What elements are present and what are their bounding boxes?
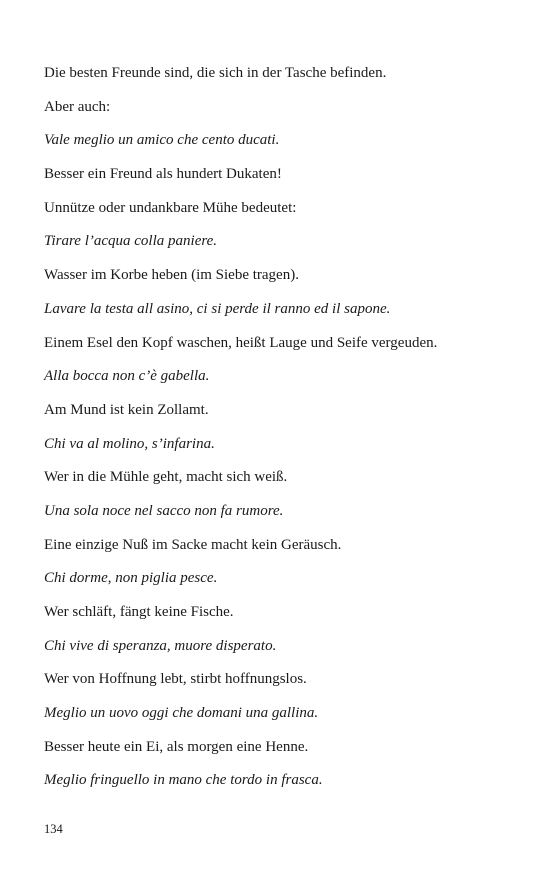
proverb-line: Eine einzige Nuß im Sacke macht kein Geräusch.	[44, 536, 342, 553]
proverb-line: Die besten Freunde sind, die sich in der Tasche befinden.	[44, 65, 387, 81]
proverb-line: Am Mund ist kein Zollamt.	[44, 401, 209, 418]
proverb-line: Besser ein Freund als hundert Dukaten!	[44, 166, 282, 183]
proverb-line: Wer schläft, fängt keine Fische.	[44, 604, 234, 620]
proverb-line: Wer in die Mühle geht, macht sich weiß.	[44, 469, 288, 486]
page-number: 134	[44, 822, 63, 836]
proverb-line: Meglio un uovo oggi che domani una gallina.	[44, 705, 319, 722]
proverb-line: Una sola noce nel sacco non fa rumore.	[44, 502, 284, 519]
proverb-line: Einem Esel den Kopf waschen, heißt Lauge und Seife vergeuden.	[44, 334, 438, 351]
proverb-line: Vale meglio un amico che cento ducati.	[44, 132, 280, 149]
proverb-line: Besser heute ein Ei, als morgen eine Henne.	[44, 738, 309, 755]
proverb-line: Chi va al molino, s’infarina.	[44, 435, 215, 452]
proverb-line: Meglio fringuello in mano che tordo in frasca.	[44, 772, 323, 789]
proverb-line: Lavare la testa all asino, ci si perde il ranno ed il sapone.	[44, 300, 391, 317]
proverb-line: Chi vive di speranza, muore disperato.	[44, 637, 277, 654]
proverb-list	[44, 62, 514, 803]
proverb-line: Wasser im Korbe heben (im Siebe tragen).	[44, 267, 299, 284]
proverb-line: Chi dorme, non piglia pesce.	[44, 570, 218, 587]
proverb-line: Unnütze oder undankbare Mühe bedeutet:	[44, 199, 297, 216]
proverb-line: Alla bocca non c’è gabella.	[44, 368, 210, 385]
proverb-line: Wer von Hoffnung lebt, stirbt hoffnungslos.	[44, 671, 307, 688]
proverb-line: Tirare l’acqua colla paniere.	[44, 233, 218, 250]
proverb-line: Aber auch:	[44, 98, 111, 115]
